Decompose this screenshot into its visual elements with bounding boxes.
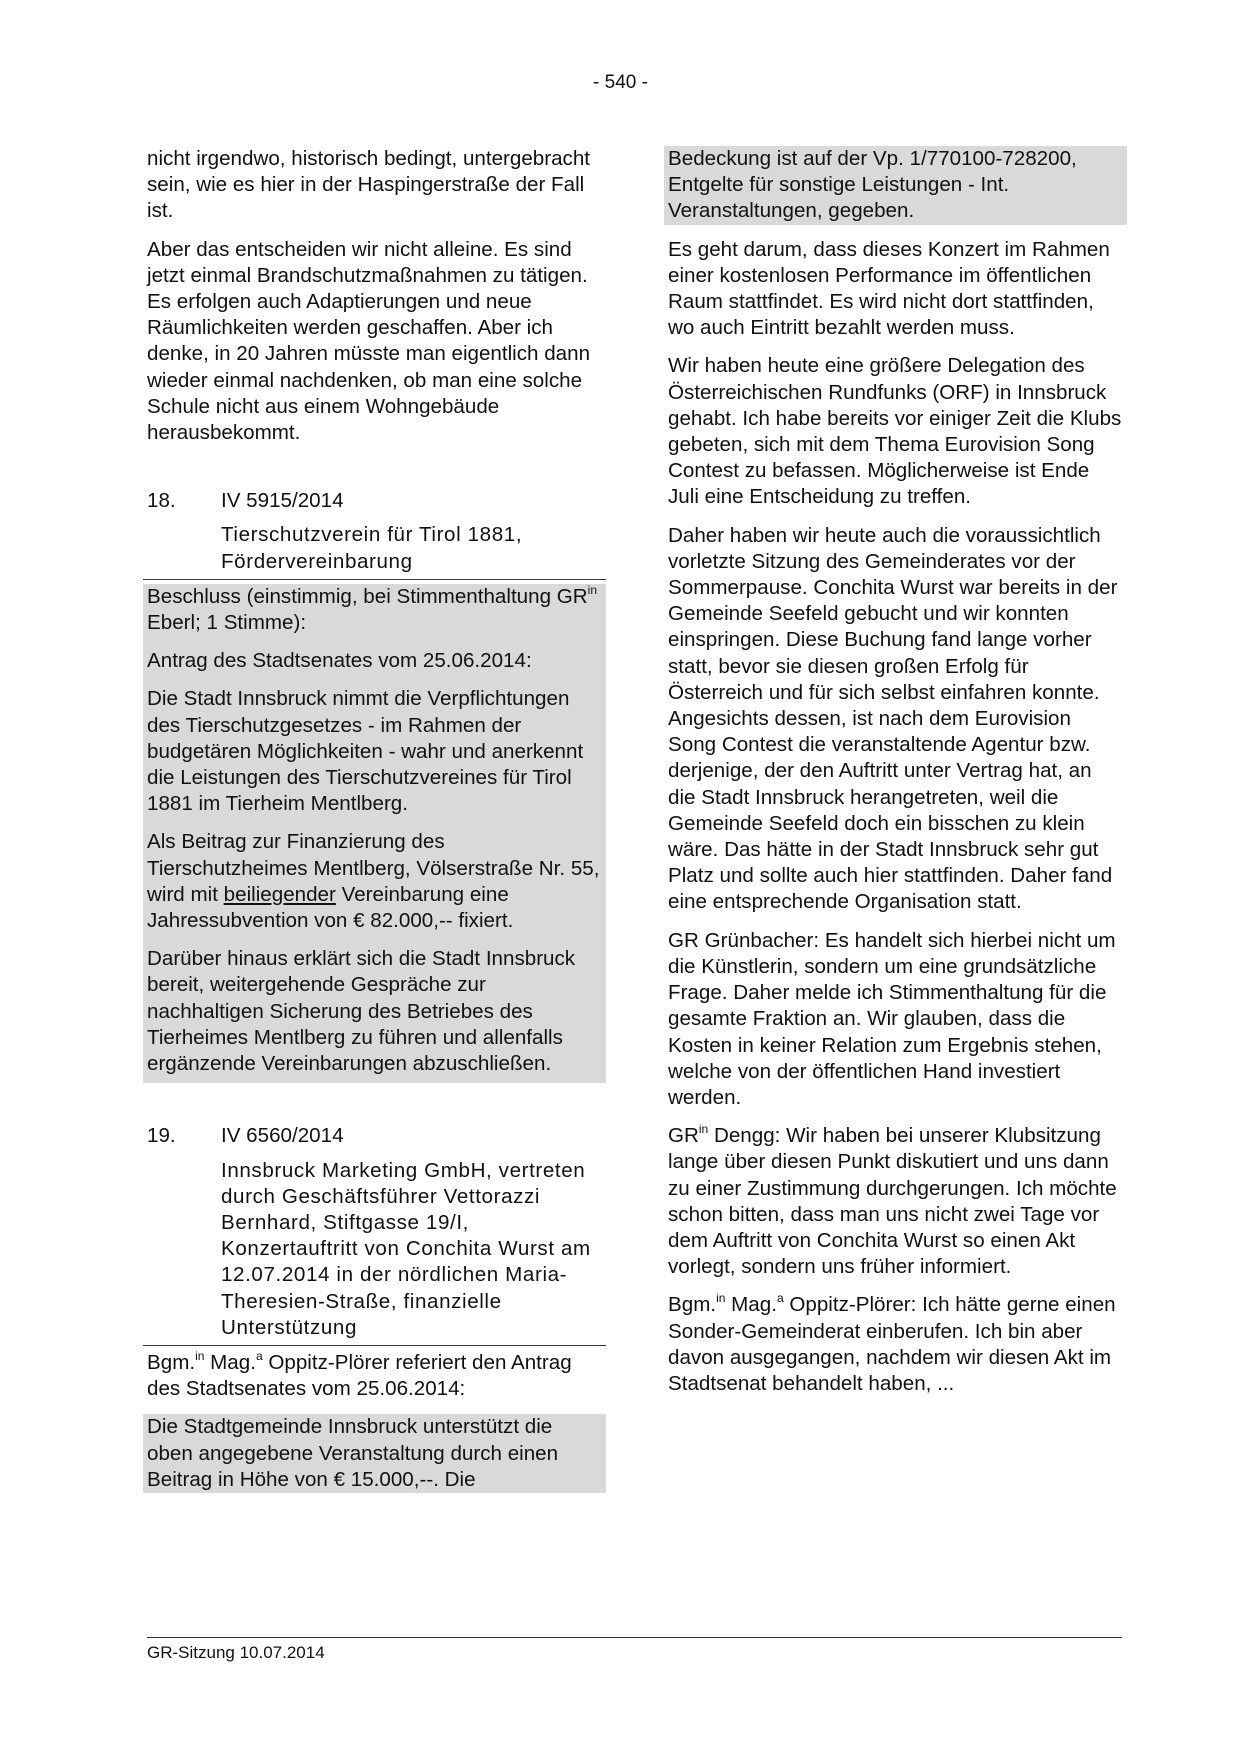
resolution-block-continued [664,146,1127,225]
right-column [668,146,1123,1409]
agenda-item-ref: IV 5915/2014 [221,489,344,513]
footer-divider [147,1637,1122,1638]
resolution-block [143,1414,606,1493]
resolution-text: Die Stadt Innsbruck nimmt die Verpflichtungen des Tierschutzgesetzes - im Rahmen der budgetären Möglichkeiten - wahr und anerkennt die Leistungen des Tierschutzvereines für Tirol 1881 im Tierheim Mentlberg. [147,687,584,816]
divider [143,579,606,580]
agenda-item-19-header [147,1123,602,1149]
divider [143,1345,606,1346]
speaker-paragraph: Bgm.$^{in}$ Mag.$^a$ Oppitz-Plörer: Ich hätte gerne einen Sonder-Gemeinderat einberufen. Ich bin aber davon ausgegangen, nachdem wir diesen Akt im Stadtsenat behandelt haben, ... [668,1291,1116,1395]
resolution-text: Bedeckung ist auf der Vp. 1/770100-728200, Entgelte für sonstige Leistungen - Int. Veranstaltungen, gegeben. [668,147,1077,223]
resolution-text: Die Stadtgemeinde Innsbruck unterstützt die oben angegebene Veranstaltung durch einen Beitrag in Höhe von € 15.000,--. Die [147,1415,559,1491]
footer-text: GR-Sitzung 10.07.2014 [147,1643,325,1662]
paragraph: Aber das entscheiden wir nicht alleine. Es sind jetzt einmal Brandschutzmaßnahmen zu tätigen. Es erfolgen auch Adaptierungen und neue Räumlichkeiten werden geschaffen. Aber ich denke, in 20 Jahren müsste man eigentlich dann wieder einmal nachdenken, ob man eine solche Schule nicht aus einem Wohngebäude herausbekommt. [147,237,591,445]
resolution-text: Als Beitrag zur Finanzierung des Tierschutzheimes Mentlberg, Völserstraße Nr. 55, wird mit beiliegender Vereinbarung eine Jahressubvention von € 82.000,-- fixiert. [147,830,600,933]
speaker-paragraph: GR Grünbacher: Es handelt sich hierbei nicht um die Künstlerin, sondern um eine grundsätzliche Frage. Daher melde ich Stimmenthaltung für die gesamte Fraktion an. Wir glauben, dass die Kosten in keiner Relation zum Ergebnis stehen, welche von der öffentlichen Hand investiert werden. [668,928,1116,1109]
speaker-paragraph: Bgm.$^{in}$ Mag.$^a$ Oppitz-Plörer referiert den Antrag des Stadtsenates vom 25.06.2014: [147,1348,572,1401]
agenda-item-ref: IV 6560/2014 [221,1124,344,1148]
paragraph: Wir haben heute eine größere Delegation des Österreichischen Rundfunks (ORF) in Innsbruck gehabt. Ich habe bereits vor einiger Zeit die Klubs gebeten, sich mit dem Thema Eurovision Song Contest zu befassen. Möglicherweise ist Ende Juli eine Entscheidung zu treffen. [668,354,1122,509]
paragraph: Daher haben wir heute auch die voraussichtlich vorletzte Sitzung des Gemeinderates vor der Sommerpause. Conchita Wurst war bereits in der Gemeinde Seefeld gebucht und wir konnten einspringen. Diese Buchung fand lange vorher statt, bevor sie diesen großen Erfolg für Österreich und für sich selbst einfahren konnte. Angesichts dessen, ist nach dem Eurovision Song Contest die veranstaltende Agentur bzw. derjenige, der den Auftritt unter Vertrag hat, an die Stadt Innsbruck herangetreten, weil die Gemeinde Seefeld doch ein bisschen zu klein wäre. Das hätte in der Stadt Innsbruck sehr gut Platz und sollte auch hier stattfinden. Daher fand eine entsprechende Organisation statt. [668,523,1118,914]
paragraph: nicht irgendwo, historisch bedingt, untergebracht sein, wie es hier in der Haspingerstraße der Fall ist. [147,147,591,223]
resolution-block [143,584,606,1083]
agenda-item-18-header [147,488,602,514]
agenda-item-number: 19. [147,1124,176,1148]
resolution-text: Darüber hinaus erklärt sich die Stadt Innsbruck bereit, weitergehende Gespräche zur nachhaltigen Sicherung des Betriebes des Tierheimes Mentlberg zu führen und allenfalls ergänzende Vereinbarungen abzuschließen. [147,947,576,1076]
agenda-item-number: 18. [147,489,176,513]
underlined-word: beiliegender [223,882,336,906]
paragraph: Es geht darum, dass dieses Konzert im Rahmen einer kostenlosen Performance im öffentlichen Raum stattfindet. Es wird nicht dort stattfinden, wo auch Eintritt bezahlt werden muss. [668,237,1110,340]
page-number: - 540 - [593,72,648,93]
agenda-item-subject: Innsbruck Marketing GmbH, vertreten durch Geschäftsführer Vettorazzi Bernhard, Stiftgasse 19/I, Konzertauftritt von Conchita Wurst am 12.07.2014 in der nördlichen Maria-Theresien-Straße, finanzielle Unterstützung [221,1158,591,1339]
agenda-item-subject: Tierschutzverein für Tirol 1881, Fördervereinbarung [221,523,523,573]
left-column [147,146,602,1493]
decision-line: Beschluss (einstimmig, bei Stimmenthaltung $GR^{in}$ Eberl; 1 Stimme): [147,582,597,635]
motion-line: Antrag des Stadtsenates vom 25.06.2014: [147,649,532,673]
speaker-paragraph: $GR^{in}$ Dengg: Wir haben bei unserer Klubsitzung lange über diesen Punkt diskutiert und uns dann zu einer Zustimmung durchgerungen. Ich möchte schon bitten, dass man uns nicht zwei Tage vor dem Auftritt von Conchita Wurst so einen Akt vorlegt, sondern uns früher informiert. [668,1122,1117,1279]
